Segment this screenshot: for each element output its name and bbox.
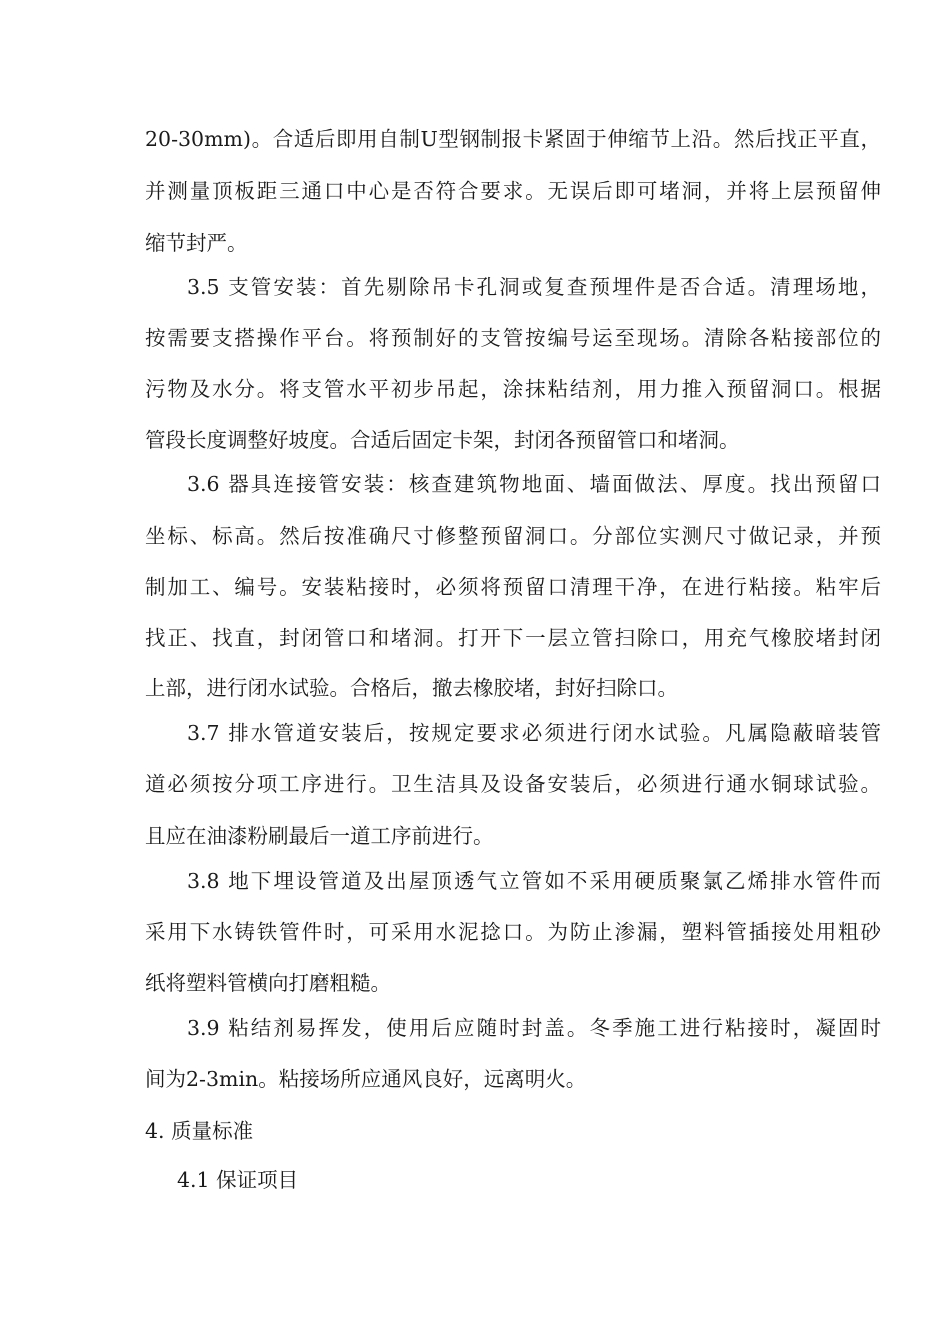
paragraph-line: 缩节封严。 [145, 231, 248, 255]
paragraph-line: 3.5 支管安装：首先剔除吊卡孔洞或复查预埋件是否合适。清理场地， [187, 275, 881, 299]
paragraph-line: 采用下水铸铁管件时，可采用水泥捻口。为防止渗漏，塑料管插接处用粗砂 [145, 920, 881, 944]
paragraph-line: 20-30mm)。合适后即用自制U型钢制报卡紧固于伸缩节上沿。然后找正平直， [145, 127, 881, 151]
paragraph-line: 道必须按分项工序进行。卫生洁具及设备安装后，必须进行通水铜球试验。 [145, 772, 881, 796]
paragraph-line: 间为2-3min。粘接场所应通风良好，远离明火。 [145, 1067, 587, 1091]
paragraph-line: 管段长度调整好坡度。合适后固定卡架，封闭各预留管口和堵洞。 [145, 428, 740, 452]
section-heading: 4. 质量标准 [145, 1119, 254, 1143]
paragraph-line: 找正、找直，封闭管口和堵洞。打开下一层立管扫除口，用充气橡胶堵封闭 [145, 626, 881, 650]
paragraph-line: 3.8 地下埋设管道及出屋顶透气立管如不采用硬质聚氯乙烯排水管件而 [187, 869, 881, 893]
paragraph-line: 按需要支搭操作平台。将预制好的支管按编号运至现场。清除各粘接部位的 [145, 326, 881, 350]
paragraph-line: 3.9 粘结剂易挥发，使用后应随时封盖。冬季施工进行粘接时，凝固时 [187, 1016, 881, 1040]
paragraph-line: 坐标、标高。然后按准确尺寸修整预留洞口。分部位实测尺寸做记录，并预 [145, 524, 881, 548]
subsection-heading: 4.1 保证项目 [177, 1168, 299, 1192]
paragraph-line: 纸将塑料管横向打磨粗糙。 [145, 971, 391, 995]
paragraph-line: 且应在油漆粉刷最后一道工序前进行。 [145, 824, 494, 848]
paragraph-line: 3.7 排水管道安装后，按规定要求必须进行闭水试验。凡属隐蔽暗装管 [187, 721, 881, 745]
paragraph-line: 3.6 器具连接管安装：核查建筑物地面、墙面做法、厚度。找出预留口 [187, 472, 881, 496]
paragraph-line: 上部，进行闭水试验。合格后，撤去橡胶堵，封好扫除口。 [145, 676, 678, 700]
paragraph-line: 并测量顶板距三通口中心是否符合要求。无误后即可堵洞，并将上层预留伸 [145, 179, 881, 203]
paragraph-line: 制加工、编号。安装粘接时，必须将预留口清理干净，在进行粘接。粘牢后 [145, 575, 881, 599]
paragraph-line: 污物及水分。将支管水平初步吊起，涂抹粘结剂，用力推入预留洞口。根据 [145, 377, 881, 401]
